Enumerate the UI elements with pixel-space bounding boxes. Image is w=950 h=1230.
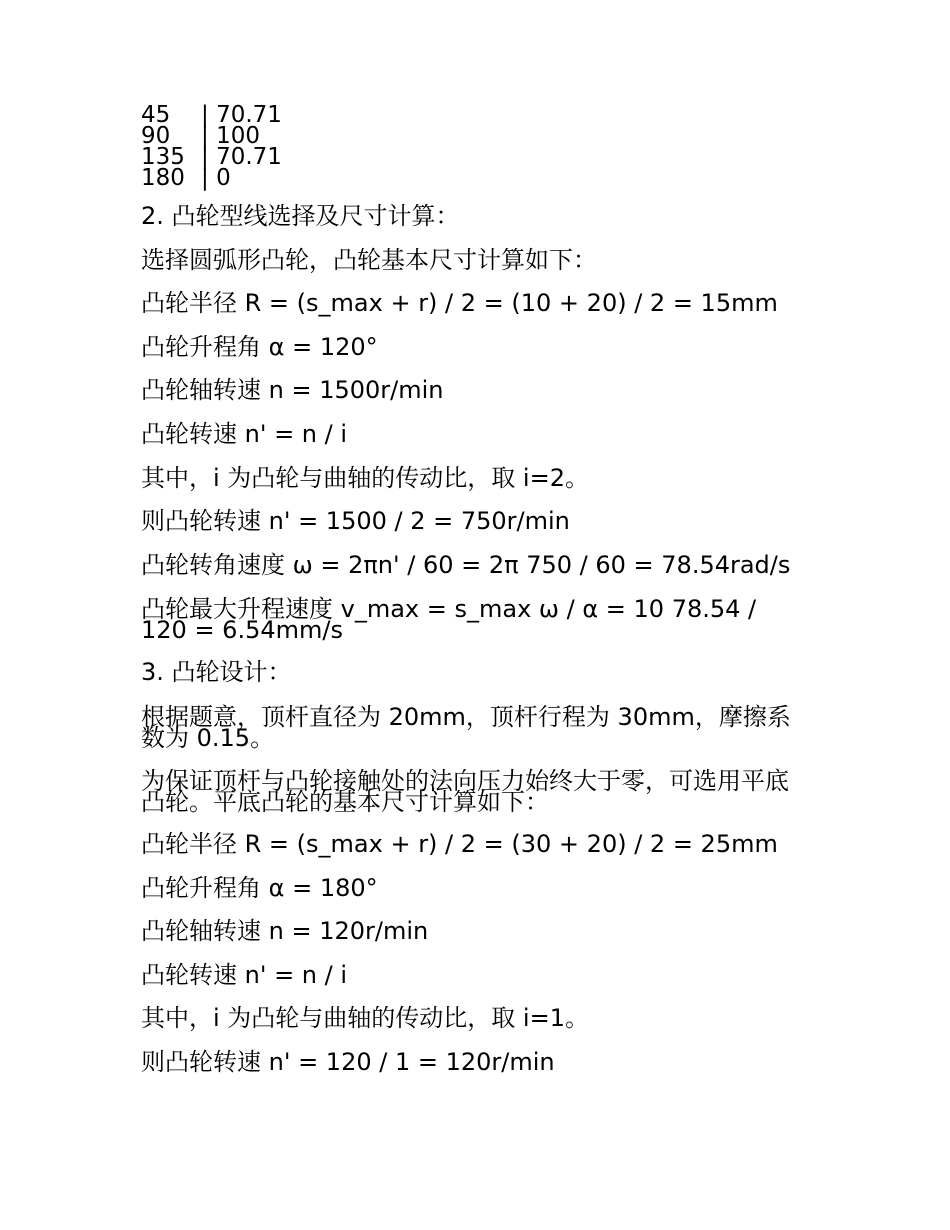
table-row — [141, 144, 821, 170]
document-page — [141, 102, 821, 1085]
angle-cell: 180 — [141, 165, 185, 191]
paragraph: 凸轮升程角 α = 120° — [141, 332, 378, 361]
value-cell: | 70.71 — [201, 144, 282, 170]
paragraph: 凸轮最大升程速度 v_max = s_max ω / α = 10 78.54 / 120 = 6.54mm/s — [141, 595, 757, 645]
paragraph: 凸轮转速 n' = n / i — [141, 960, 348, 989]
paragraph: 凸轮轴转速 n = 120r/min — [141, 917, 429, 946]
angle-cell: 135 — [141, 144, 185, 170]
angle-cell: 90 — [141, 123, 171, 149]
value-cell: | 70.71 — [201, 102, 282, 128]
paragraph: 凸轮半径 R = (s_max + r) / 2 = (30 + 20) / 2 = 25mm — [141, 829, 778, 858]
paragraph: 则凸轮转速 n' = 1500 / 2 = 750r/min — [141, 507, 570, 536]
table-row — [141, 165, 821, 191]
paragraph: 凸轮轴转速 n = 1500r/min — [141, 376, 444, 405]
paragraph: 根据题意，顶杆直径为 20mm，顶杆行程为 30mm，摩擦系 数为 0.15。 — [141, 702, 791, 752]
section-2-title: 2. 凸轮型线选择及尺寸计算： — [141, 202, 460, 230]
paragraph: 其中，i 为凸轮与曲轴的传动比，取 i=2。 — [141, 463, 589, 492]
value-cell: | 0 — [201, 165, 231, 191]
value-cell: | 100 — [201, 123, 260, 149]
paragraph: 凸轮升程角 α = 180° — [141, 873, 378, 902]
paragraph: 其中，i 为凸轮与曲轴的传动比，取 i=1。 — [141, 1004, 589, 1033]
value-table — [141, 102, 821, 191]
paragraph: 凸轮转速 n' = n / i — [141, 419, 348, 448]
paragraph: 凸轮半径 R = (s_max + r) / 2 = (10 + 20) / 2 = 15mm — [141, 289, 778, 318]
paragraph: 凸轮转角速度 ω = 2πn' / 60 = 2π 750 / 60 = 78.54rad/s — [141, 550, 791, 579]
paragraph: 则凸轮转速 n' = 120 / 1 = 120r/min — [141, 1047, 555, 1076]
angle-cell: 45 — [141, 102, 171, 128]
paragraph: 选择圆弧形凸轮，凸轮基本尺寸计算如下： — [141, 245, 597, 274]
paragraph: 为保证顶杆与凸轮接触处的法向压力始终大于零，可选用平底 凸轮。平底凸轮的基本尺寸计算如下： — [141, 766, 789, 816]
section-3-title: 3. 凸轮设计： — [141, 658, 292, 687]
